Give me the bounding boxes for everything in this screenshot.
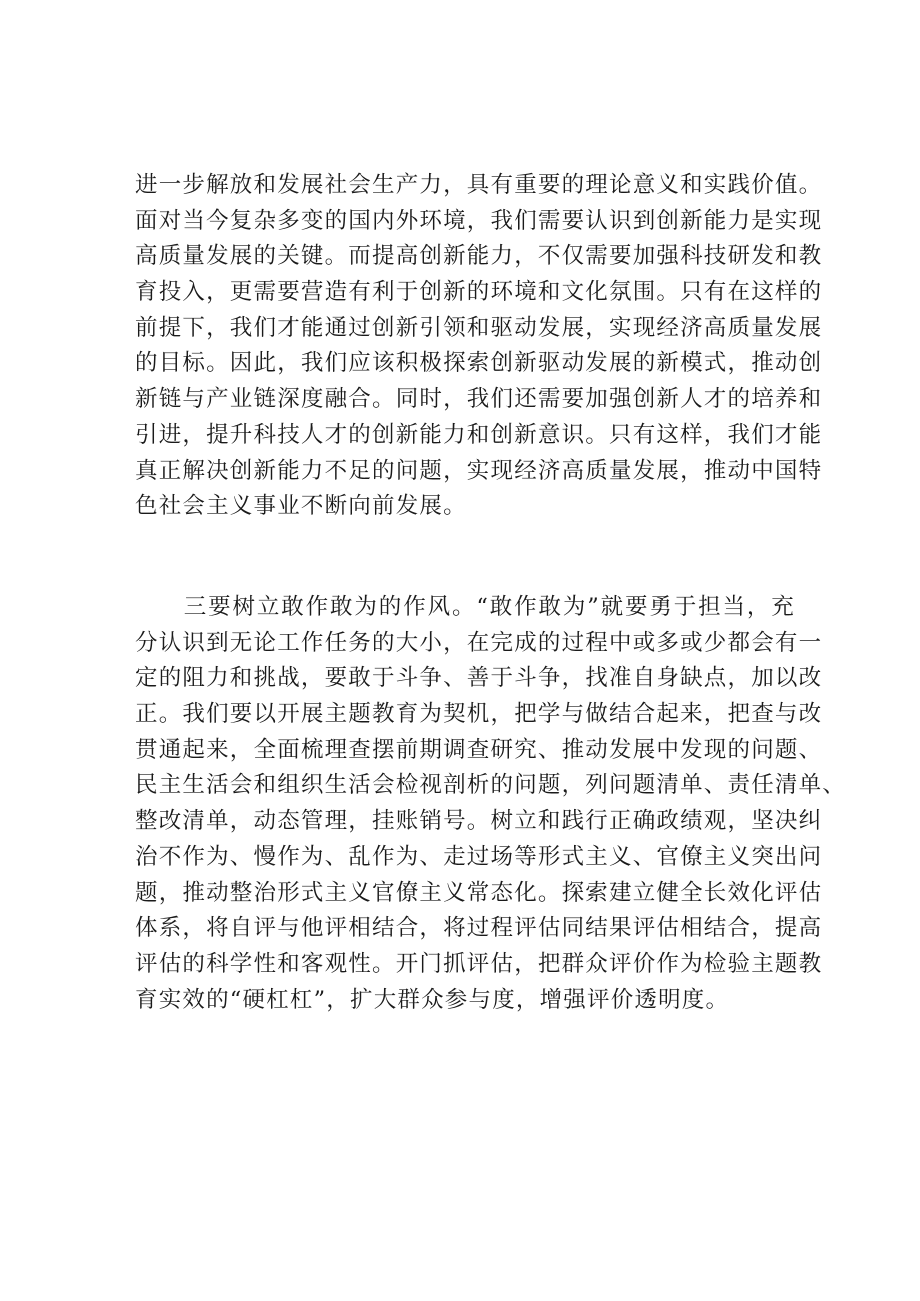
paragraph-line: 面对当今复杂多变的国内外环境，我们需要认识到创新能力是实现 bbox=[135, 207, 823, 234]
paragraph-line: 体系，将自评与他评相结合，将过程评估同结果评估相结合，提高 bbox=[135, 915, 823, 942]
paragraph-body bbox=[135, 590, 847, 1018]
paragraph-line: 定的阻力和挑战，要敢于斗争、善于斗争，找准自身缺点，加以改 bbox=[135, 665, 823, 692]
paragraph-line: 育投入，更需要营造有利于创新的环境和文化氛围。只有在这样的 bbox=[135, 279, 823, 306]
paragraph-body bbox=[135, 168, 823, 525]
paragraph-line: 治不作为、慢作为、乱作为、走过场等形式主义、官僚主义突出问 bbox=[135, 843, 823, 870]
paragraph-innovation bbox=[135, 168, 823, 525]
paragraph-line: 进一步解放和发展社会生产力，具有重要的理论意义和实践价值。 bbox=[135, 172, 823, 198]
paragraph-line: 前提下，我们才能通过创新引领和驱动发展，实现经济高质量发展 bbox=[135, 314, 823, 341]
paragraph-line: 评估的科学性和客观性。开门抓评估，把群众评价作为检验主题教 bbox=[135, 950, 823, 977]
paragraph-line: 整改清单，动态管理，挂账销号。树立和践行正确政绩观，坚决纠 bbox=[135, 808, 823, 835]
paragraph-line: 民主生活会和组织生活会检视剖析的问题，列问题清单、责任清单、 bbox=[135, 772, 847, 799]
paragraph-line: 新链与产业链深度融合。同时，我们还需要加强创新人才的培养和 bbox=[135, 386, 823, 413]
paragraph-line: 正。我们要以开展主题教育为契机，把学与做结合起来，把查与改 bbox=[135, 701, 823, 728]
paragraph-line: 色社会主义事业不断向前发展。 bbox=[135, 493, 467, 520]
paragraph-line: 真正解决创新能力不足的问题，实现经济高质量发展，推动中国特 bbox=[135, 457, 823, 484]
paragraph-line: 的目标。因此，我们应该积极探索创新驱动发展的新模式，推动创 bbox=[135, 350, 823, 377]
paragraph-line: 贯通起来，全面梳理查摆前期调查研究、推动发展中发现的问题、 bbox=[135, 736, 823, 763]
paragraph-courage bbox=[135, 590, 847, 1018]
paragraph-line: 三要树立敢作敢为的作风。“敢作敢为”就要勇于担当，充 bbox=[135, 594, 795, 620]
paragraph-line: 引进，提升科技人才的创新能力和创新意识。只有这样，我们才能 bbox=[135, 421, 823, 448]
paragraph-line: 分认识到无论工作任务的大小，在完成的过程中或多或少都会有一 bbox=[135, 629, 823, 656]
paragraph-line: 题，推动整治形式主义官僚主义常态化。探索建立健全长效化评估 bbox=[135, 879, 823, 906]
paragraph-line: 育实效的“硬杠杠”，扩大群众参与度，增强评价透明度。 bbox=[135, 986, 730, 1013]
paragraph-line: 高质量发展的关键。而提高创新能力，不仅需要加强科技研发和教 bbox=[135, 243, 823, 270]
